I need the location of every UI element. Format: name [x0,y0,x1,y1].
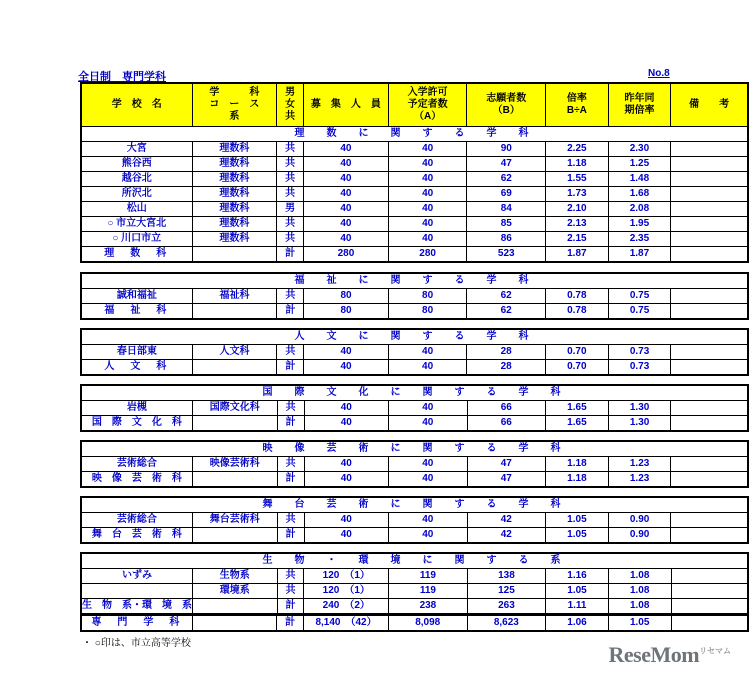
cell-last-ratio: 1.08 [608,569,671,584]
cell-admit: 280 [388,247,467,263]
cell-gender: 計 [277,416,304,432]
cell-capacity: 40 [304,187,389,202]
cell-remarks [671,345,748,360]
cell-capacity: 40 [304,513,389,528]
table-row [81,584,748,599]
section-title: 福 祉 に 関 す る 学 科 [81,273,748,289]
footnote: ・ ○印は、市立高等学校 [82,638,191,649]
col-gender-line1: 男 [285,87,296,98]
cell-course: 理数科 [192,217,277,232]
cell-capacity: 80 [304,304,389,320]
cell-capacity: 40 [304,345,389,360]
cell-admit: 40 [388,345,467,360]
table-row [81,457,748,472]
section-title-row [81,553,748,569]
cell-last-ratio: 1.30 [608,416,671,432]
cell-school: 所沢北 [81,187,192,202]
col-capacity: 募 集 人 員 [304,83,389,127]
col-remarks: 備 考 [671,83,748,127]
cell-remarks [671,401,748,416]
cell-ratio: 1.87 [546,247,609,263]
cell-gender: 共 [277,401,304,416]
cell-total-label: 理 数 科 [81,247,192,263]
section-title: 生 物 ・ 環 境 に 関 す る 系 [81,553,748,569]
cell-applicants: 66 [467,401,546,416]
cell-last-ratio: 1.25 [608,157,671,172]
cell-ratio: 1.16 [546,569,609,584]
cell-course [192,528,277,544]
cell-capacity: 40 [304,416,389,432]
cell-admit: 40 [388,232,467,247]
cell-capacity: 80 [304,289,389,304]
cell-total-label: 専 門 学 科 [81,615,192,631]
cell-course: 理数科 [192,202,277,217]
table-row [81,142,748,157]
cell-applicants: 8,623 [467,615,546,631]
cell-capacity: 40 [304,157,389,172]
col-ratio [546,83,609,127]
subtotal-row [81,247,748,263]
col-ratio-line2: B÷A [566,105,587,116]
cell-last-ratio: 2.30 [608,142,671,157]
page-number: No.8 [648,68,670,79]
cell-school: 松山 [81,202,192,217]
cell-course: 生物系 [193,569,278,584]
cell-capacity: 40 [304,217,389,232]
col-admit [388,83,467,127]
col-admit-line3: （A） [414,111,442,122]
cell-remarks [671,202,748,217]
cell-capacity: 120 （1） [304,584,389,599]
cell-total-label: 舞 台 芸 術 科 [81,528,192,544]
cell-last-ratio: 0.75 [608,289,671,304]
table-fukushi [80,272,749,320]
table-header-row [81,83,748,127]
col-last-line1: 昨年同 [624,93,655,104]
cell-ratio: 0.70 [545,345,608,360]
cell-ratio: 1.73 [546,187,609,202]
cell-ratio: 2.15 [546,232,609,247]
cell-remarks [671,569,748,584]
cell-admit: 238 [389,599,468,615]
table-row [81,513,748,528]
cell-ratio: 0.78 [545,304,608,320]
cell-admit: 40 [388,187,467,202]
cell-admit: 40 [389,416,468,432]
cell-school: 熊谷西 [81,157,192,172]
cell-course: 理数科 [192,187,277,202]
cell-gender: 共 [277,187,304,202]
table-row [81,289,748,304]
cell-admit: 40 [389,457,468,472]
cell-course: 福祉科 [192,289,277,304]
subtotal-row [81,360,748,376]
cell-remarks [671,416,748,432]
cell-course [192,615,276,631]
cell-admit: 40 [388,360,467,376]
table-kokusai [80,384,749,432]
cell-remarks [671,304,748,320]
cell-last-ratio: 2.35 [608,232,671,247]
subtotal-row [81,416,748,432]
cell-applicants: 42 [467,513,546,528]
cell-remarks [671,472,748,488]
cell-capacity: 40 [304,528,389,544]
cell-total-label: 映 像 芸 術 科 [81,472,192,488]
cell-capacity: 40 [304,172,389,187]
cell-remarks [671,615,748,631]
cell-remarks [671,457,748,472]
section-title: 人 文 に 関 す る 学 科 [81,329,748,345]
cell-admit: 40 [389,472,468,488]
cell-course [192,416,277,432]
cell-school: 大宮 [81,142,192,157]
cell-applicants: 66 [467,416,546,432]
cell-ratio: 1.05 [546,528,609,544]
cell-capacity: 40 [304,457,389,472]
cell-ratio: 0.78 [545,289,608,304]
cell-capacity: 120 （1） [304,569,389,584]
cell-school: 岩槻 [81,401,192,416]
cell-capacity: 40 [304,401,389,416]
cell-last-ratio: 1.08 [608,584,671,599]
watermark-part2: Mom [650,642,700,667]
cell-applicants: 86 [467,232,546,247]
col-applicants-line2: （B） [492,105,520,116]
cell-remarks [671,360,748,376]
cell-applicants: 28 [467,345,546,360]
cell-last-ratio: 0.75 [608,304,671,320]
cell-admit: 40 [389,528,468,544]
cell-applicants: 90 [467,142,546,157]
cell-course: 環境系 [193,584,278,599]
cell-admit: 40 [388,202,467,217]
cell-ratio: 1.55 [546,172,609,187]
cell-gender: 計 [277,304,304,320]
cell-gender: 共 [277,142,304,157]
col-last-ratio [608,83,671,127]
cell-last-ratio: 1.95 [608,217,671,232]
section-title-row [81,497,748,513]
cell-admit: 40 [389,513,468,528]
watermark-sup: リセマム [699,646,731,656]
cell-gender: 共 [277,289,304,304]
cell-gender: 計 [277,528,304,544]
cell-school: 春日部東 [81,345,192,360]
cell-applicants: 28 [467,360,546,376]
cell-total-label: 人 文 科 [81,360,192,376]
page-title: 全日制 専門学科 [78,71,166,83]
cell-last-ratio: 0.90 [608,528,671,544]
cell-capacity: 40 [304,202,389,217]
cell-ratio: 0.70 [545,360,608,376]
col-applicants-line1: 志願者数 [486,93,527,104]
cell-applicants: 47 [467,157,546,172]
cell-last-ratio: 1.87 [608,247,671,263]
cell-gender: 計 [277,360,304,376]
cell-total-label: 国 際 文 化 科 [81,416,192,432]
cell-last-ratio: 2.08 [608,202,671,217]
cell-course: 人文科 [192,345,277,360]
cell-gender: 共 [277,457,304,472]
cell-gender: 計 [277,472,304,488]
cell-applicants: 523 [467,247,546,263]
cell-applicants: 84 [467,202,546,217]
cell-remarks [671,247,748,263]
cell-ratio: 1.06 [546,615,609,631]
col-gender [277,83,304,127]
cell-last-ratio: 1.23 [608,472,671,488]
section-title-row [81,273,748,289]
table-row [81,172,748,187]
cell-ratio: 1.65 [546,416,609,432]
cell-last-ratio: 0.73 [608,345,671,360]
cell-course [193,599,278,615]
cell-admit: 40 [388,172,467,187]
section-title: 映 像 芸 術 に 関 す る 学 科 [81,441,748,457]
table-butai [80,496,749,544]
table-row [81,187,748,202]
cell-admit: 119 [389,569,468,584]
cell-admit: 8,098 [388,615,467,631]
cell-course: 映像芸術科 [192,457,277,472]
table-risuu [80,82,749,263]
cell-capacity: 240 （2） [304,599,389,615]
cell-school: 芸術総合 [81,513,192,528]
cell-remarks [671,142,748,157]
cell-capacity: 40 [304,142,389,157]
subtotal-row [81,599,748,615]
col-last-line2: 期倍率 [624,105,655,116]
table-row [81,202,748,217]
cell-school: 越谷北 [81,172,192,187]
col-applicants [467,83,546,127]
cell-capacity: 40 [304,232,389,247]
section-title: 理 数 に 関 す る 学 科 [81,127,748,142]
cell-course: 理数科 [192,157,277,172]
table-grand-total [80,614,749,632]
cell-course: 理数科 [192,172,277,187]
cell-applicants: 85 [467,217,546,232]
subtotal-row [81,304,748,320]
section-title-row [81,385,748,401]
table-row [81,569,748,584]
subtotal-row [81,528,748,544]
cell-gender: 共 [277,157,304,172]
cell-remarks [671,217,748,232]
cell-admit: 119 [389,584,468,599]
cell-applicants: 69 [467,187,546,202]
section-title: 国 際 文 化 に 関 す る 学 科 [81,385,748,401]
cell-course: 国際文化科 [192,401,277,416]
cell-ratio: 2.13 [546,217,609,232]
table-eizou [80,440,749,488]
cell-total-label: 福 祉 科 [81,304,192,320]
cell-gender: 計 [277,599,304,615]
col-admit-line1: 入学許可 [407,87,448,98]
cell-remarks [671,172,748,187]
table-row [81,232,748,247]
col-gender-line3: 共 [285,111,296,122]
cell-gender: 共 [277,172,304,187]
cell-last-ratio: 1.68 [608,187,671,202]
col-course-line3: 系 [229,111,240,122]
cell-admit: 80 [388,289,467,304]
cell-ratio: 2.10 [546,202,609,217]
cell-applicants: 47 [467,457,546,472]
cell-last-ratio: 1.30 [608,401,671,416]
cell-applicants: 62 [467,304,546,320]
cell-capacity: 280 [304,247,389,263]
watermark-part1: Rese [608,642,651,667]
table-seibutsu-kankyo [80,552,749,615]
table-row [81,401,748,416]
cell-admit: 80 [388,304,467,320]
cell-last-ratio: 0.73 [608,360,671,376]
cell-remarks [671,528,748,544]
cell-gender: 共 [277,513,304,528]
cell-gender: 計 [277,615,304,631]
cell-applicants: 47 [467,472,546,488]
cell-applicants: 138 [467,569,546,584]
cell-remarks [671,232,748,247]
cell-capacity: 40 [304,472,389,488]
cell-gender: 共 [277,345,304,360]
cell-ratio: 1.65 [546,401,609,416]
section-title-row [81,329,748,345]
cell-admit: 40 [388,217,467,232]
col-ratio-line1: 倍率 [566,93,587,104]
section-title: 舞 台 芸 術 に 関 す る 学 科 [81,497,748,513]
cell-school: 芸術総合 [81,457,192,472]
col-admit-line2: 予定者数 [407,99,448,110]
table-row [81,217,748,232]
cell-school [81,584,193,599]
cell-applicants: 62 [467,289,546,304]
cell-gender: 計 [277,247,304,263]
table-jinbun [80,328,749,376]
watermark-logo [609,642,732,668]
cell-remarks [671,584,748,599]
col-school: 学 校 名 [81,83,192,127]
cell-remarks [671,157,748,172]
cell-course [192,304,277,320]
cell-school: いずみ [81,569,193,584]
cell-remarks [671,599,748,615]
cell-course: 舞台芸術科 [192,513,277,528]
cell-ratio: 1.05 [546,513,609,528]
cell-gender: 共 [277,232,304,247]
cell-course: 理数科 [192,142,277,157]
table-row [81,157,748,172]
cell-remarks [671,187,748,202]
cell-last-ratio: 0.90 [608,513,671,528]
cell-ratio: 2.25 [546,142,609,157]
cell-gender: 共 [277,217,304,232]
cell-course [192,247,277,263]
section-title-row [81,441,748,457]
cell-gender: 男 [277,202,304,217]
cell-capacity: 8,140 （42） [304,615,389,631]
table-row [81,345,748,360]
cell-applicants: 62 [467,172,546,187]
cell-remarks [671,289,748,304]
section-title-row [81,127,748,142]
cell-school: 誠和福祉 [81,289,192,304]
col-course-line2: コ ー ス [209,99,260,110]
cell-remarks [671,513,748,528]
cell-admit: 40 [389,401,468,416]
cell-admit: 40 [388,142,467,157]
cell-ratio: 1.18 [546,457,609,472]
cell-applicants: 125 [467,584,546,599]
cell-admit: 40 [388,157,467,172]
cell-ratio: 1.18 [546,157,609,172]
cell-last-ratio: 1.23 [608,457,671,472]
cell-gender: 共 [277,584,304,599]
cell-last-ratio: 1.48 [608,172,671,187]
cell-school: ○ 川口市立 [81,232,192,247]
cell-last-ratio: 1.08 [608,599,671,615]
col-course [192,83,277,127]
col-gender-line2: 女 [285,99,296,110]
cell-applicants: 42 [467,528,546,544]
cell-course [192,472,277,488]
cell-capacity: 40 [304,360,389,376]
grand-total-row [81,615,748,631]
cell-applicants: 263 [467,599,546,615]
cell-total-label: 生 物 系・環 境 系 [81,599,193,615]
cell-last-ratio: 1.05 [608,615,671,631]
cell-ratio: 1.18 [546,472,609,488]
cell-ratio: 1.05 [546,584,609,599]
cell-school: ○ 市立大宮北 [81,217,192,232]
subtotal-row [81,472,748,488]
cell-course: 理数科 [192,232,277,247]
cell-gender: 共 [277,569,304,584]
cell-course [192,360,277,376]
col-course-line1: 学 科 [209,87,260,98]
cell-ratio: 1.11 [546,599,609,615]
